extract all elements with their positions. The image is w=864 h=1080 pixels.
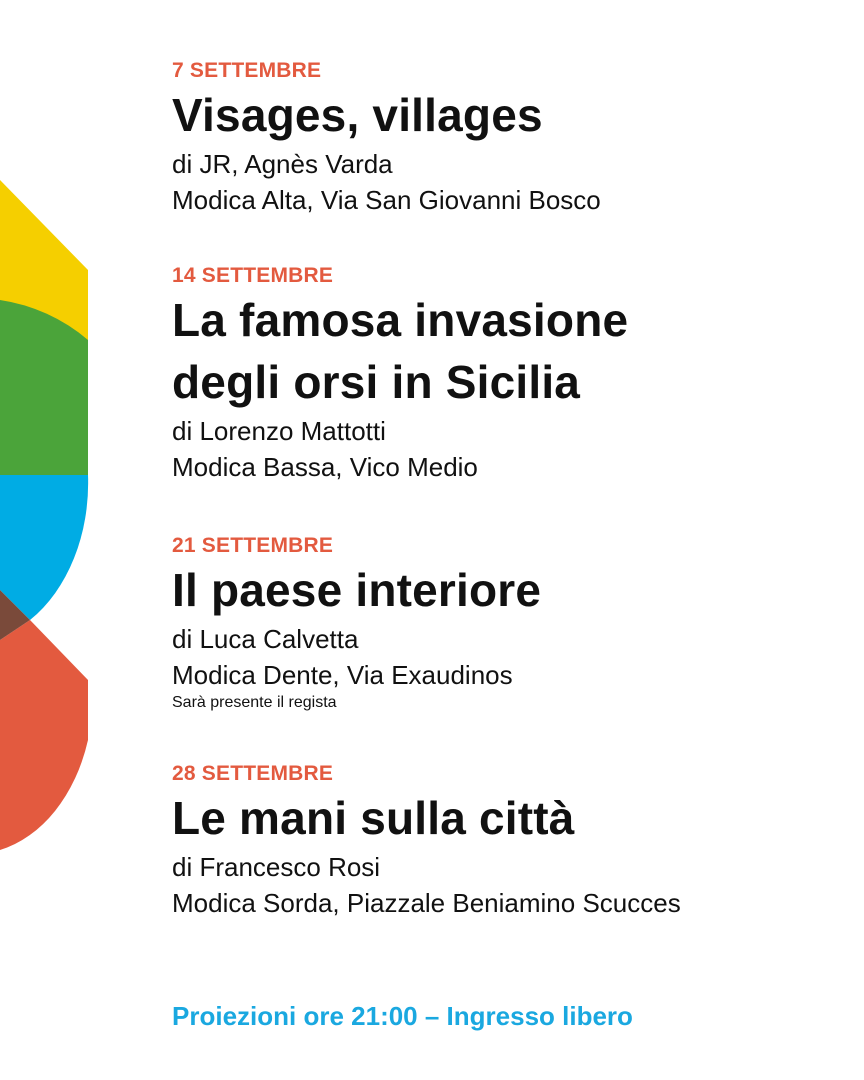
- event-location: Modica Dente, Via Exaudinos: [172, 660, 513, 690]
- event-location: Modica Bassa, Vico Medio: [172, 452, 478, 482]
- footer-info: Proiezioni ore 21:00 – Ingresso libero: [172, 1001, 633, 1031]
- event-note: Sarà presente il regista: [172, 694, 337, 711]
- event-date: 21 SETTEMBRE: [172, 534, 334, 557]
- event-title: Visages, villages: [172, 89, 543, 141]
- event-title-line-1: La famosa invasione: [172, 294, 629, 346]
- decorative-shape: [0, 0, 100, 1080]
- event-date: 7 SETTEMBRE: [172, 59, 322, 82]
- event-title-line-2: degli orsi in Sicilia: [172, 356, 581, 408]
- event-director: di Lorenzo Mattotti: [172, 416, 386, 446]
- event-director: di Francesco Rosi: [172, 852, 381, 882]
- event-title: Le mani sulla città: [172, 792, 575, 844]
- event-date: 14 SETTEMBRE: [172, 264, 334, 287]
- event-date: 28 SETTEMBRE: [172, 762, 334, 785]
- blue-segment: [0, 475, 88, 620]
- event-3: [172, 533, 852, 761]
- event-location: Modica Sorda, Piazzale Beniamino Scucces: [172, 888, 681, 918]
- event-director: di JR, Agnès Varda: [172, 149, 393, 179]
- red-segment: [0, 620, 88, 850]
- event-1: [172, 58, 852, 263]
- event-location: Modica Alta, Via San Giovanni Bosco: [172, 185, 601, 215]
- events-list: [172, 58, 852, 921]
- event-director: di Luca Calvetta: [172, 624, 359, 654]
- event-2: [172, 263, 852, 533]
- event-title: Il paese interiore: [172, 564, 542, 616]
- event-4: [172, 761, 852, 921]
